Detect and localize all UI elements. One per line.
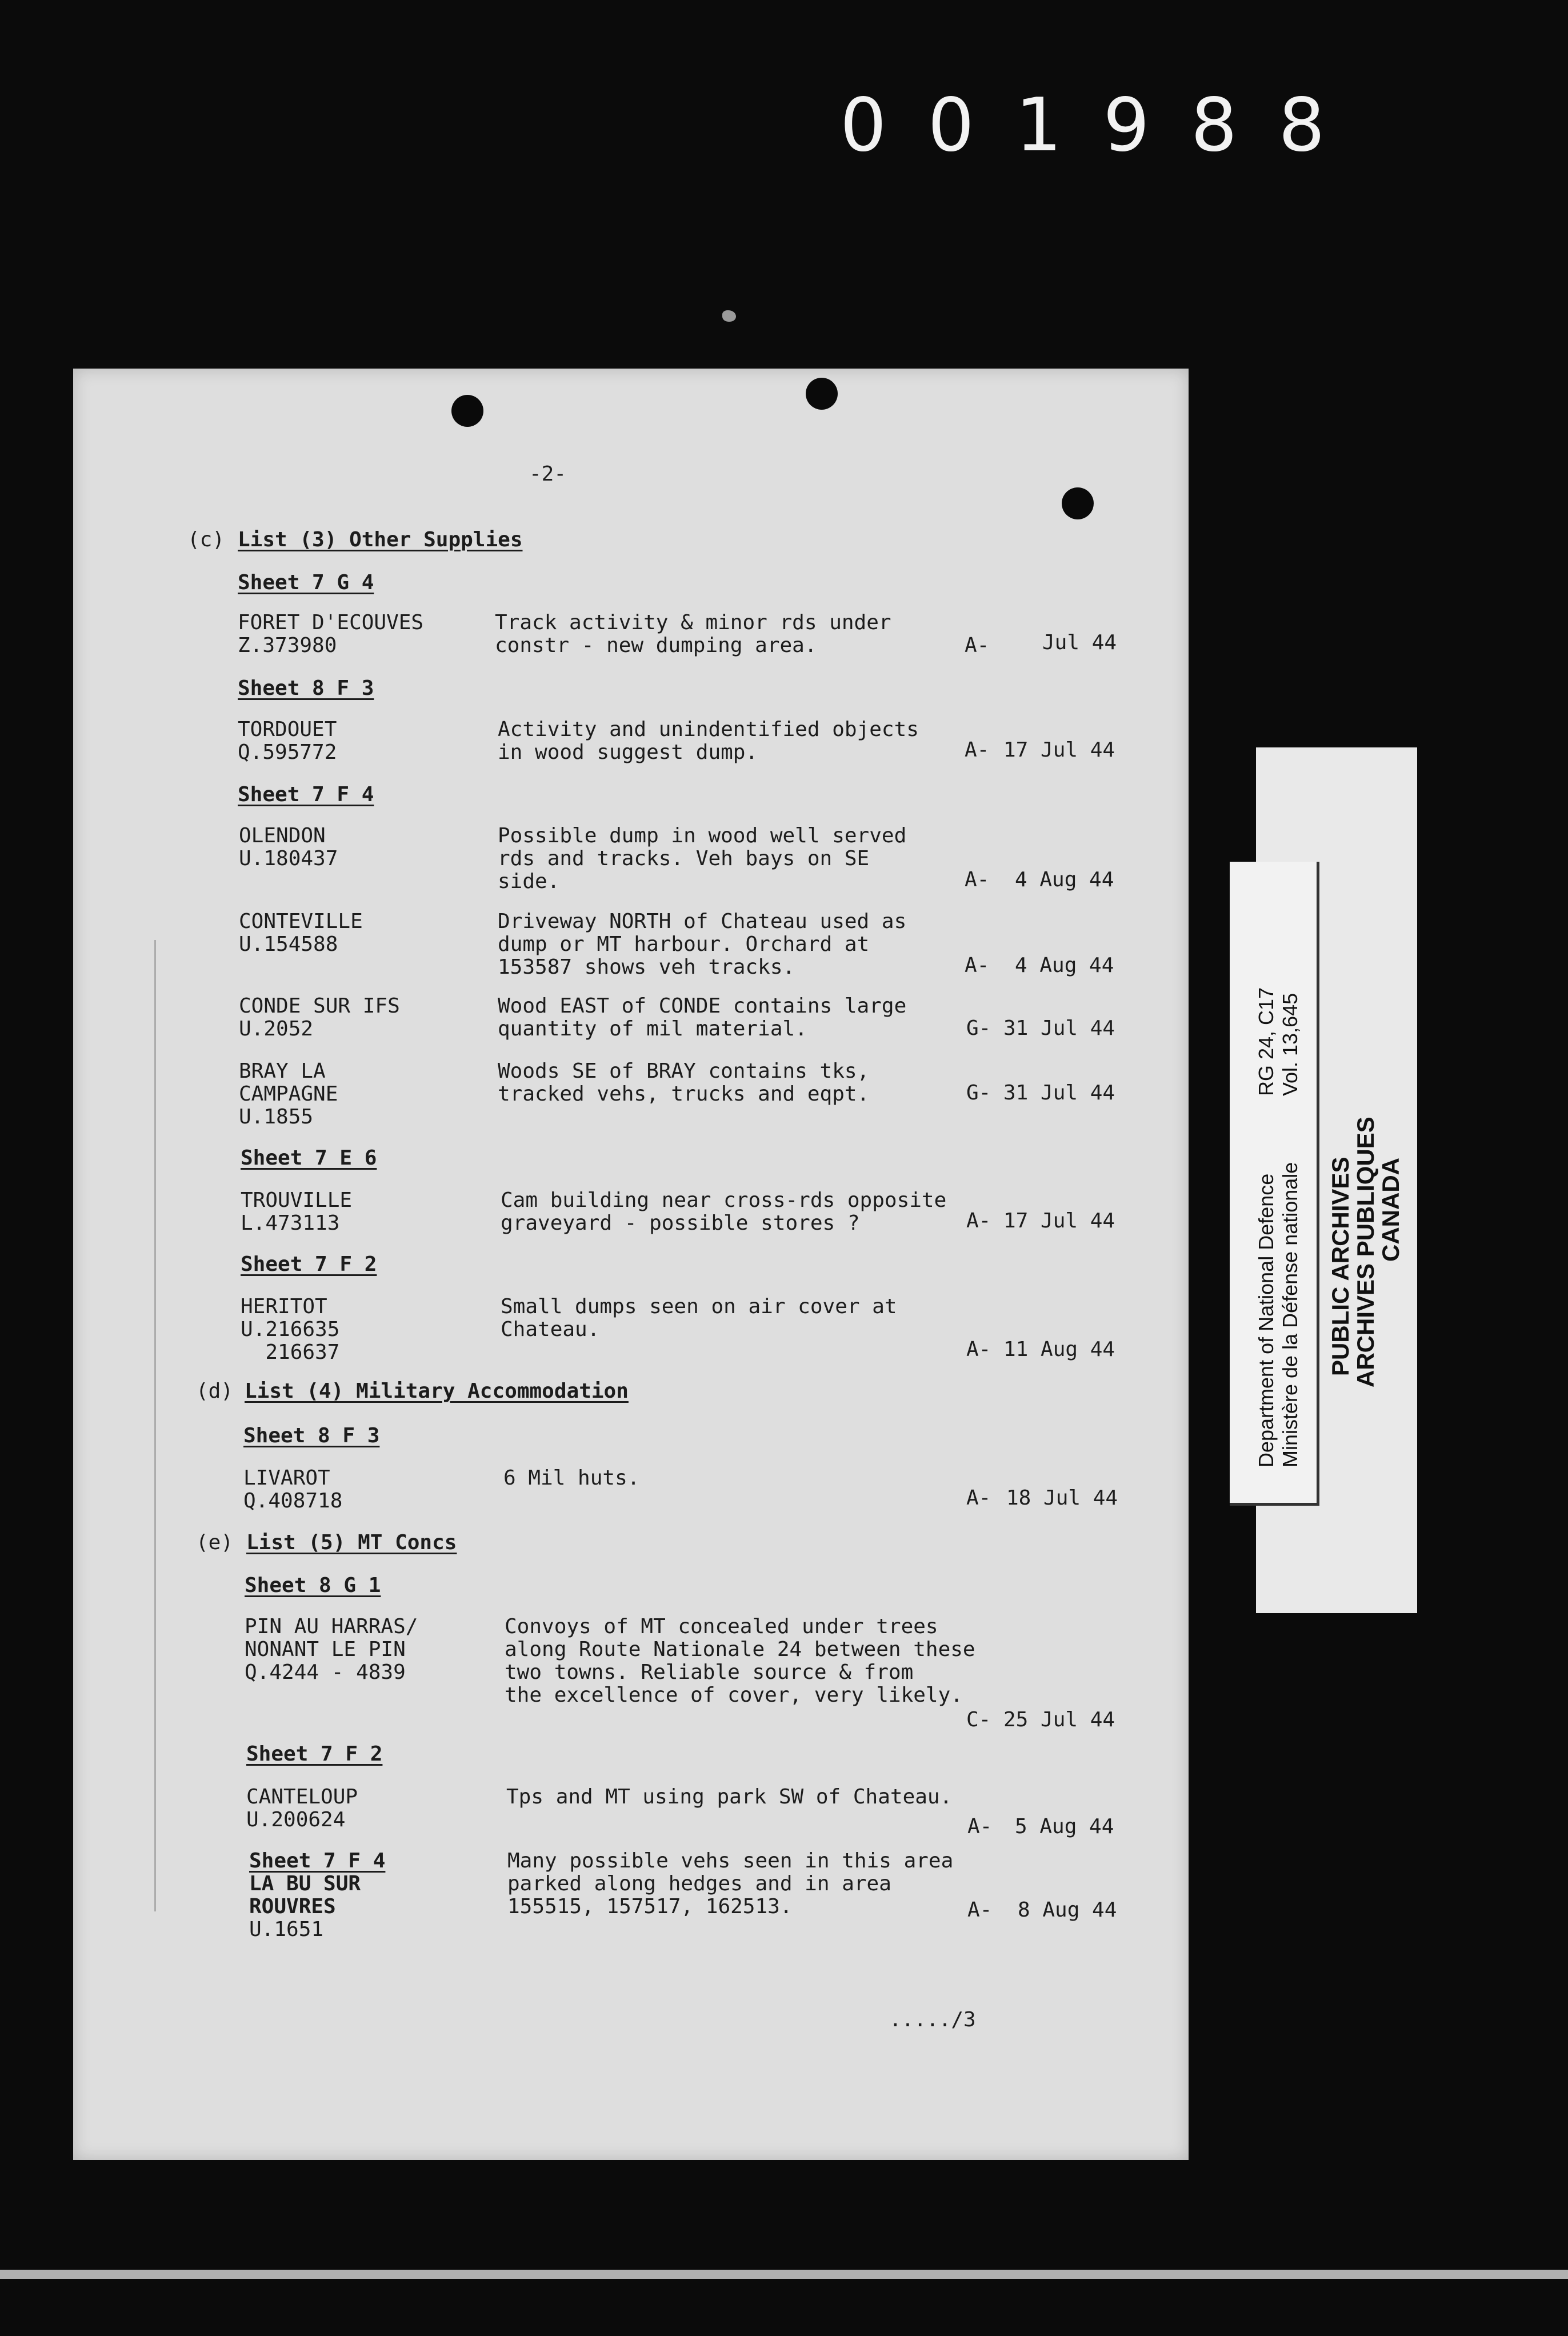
entry-date: 5 Aug 44 <box>1015 1815 1114 1838</box>
entry-description: Cam building near cross-rds opposite <box>501 1189 947 1212</box>
place-name: CONDE SUR IFS <box>239 994 400 1018</box>
entry-description: Convoys of MT concealed under trees <box>505 1615 938 1638</box>
entry-description: Activity and unindentified objects <box>498 718 919 741</box>
entry-grade: G- <box>966 1081 991 1105</box>
entry-date: 17 Jul 44 <box>1003 738 1115 762</box>
sheet-heading: Sheet 8 F 3 <box>243 1424 380 1447</box>
grid-reference: U.216635 <box>241 1318 340 1341</box>
grid-reference: U.180437 <box>239 847 338 870</box>
entry-description: Possible dump in wood well served <box>498 824 907 847</box>
entry-description: dump or MT harbour. Orchard at <box>498 933 870 956</box>
entry-grade: A- <box>965 634 990 657</box>
grid-reference: L.473113 <box>241 1211 340 1235</box>
document-page <box>73 369 1189 2160</box>
entry-description: parked along hedges and in area <box>507 1872 891 1895</box>
place-name: CONTEVILLE <box>239 910 363 933</box>
entry-description: in wood suggest dump. <box>498 741 758 764</box>
place-name: TORDOUET <box>238 718 337 741</box>
entry-description: 153587 shows veh tracks. <box>498 955 795 979</box>
entry-description: Small dumps seen on air cover at <box>501 1295 897 1318</box>
entry-description: quantity of mil material. <box>498 1017 807 1041</box>
grid-reference: Z.373980 <box>238 634 337 657</box>
grid-reference: Q.595772 <box>238 741 337 764</box>
entry-description: side. <box>498 870 560 893</box>
entry-grade: A- <box>965 738 990 762</box>
place-name: BRAY LA <box>239 1059 326 1083</box>
section-heading: List (4) Military Accommodation <box>245 1379 629 1403</box>
sheet-heading: Sheet 7 G 4 <box>238 571 374 594</box>
sheet-heading: Sheet 7 E 6 <box>241 1146 377 1170</box>
reference-label <box>1230 862 1319 1506</box>
entry-description: Track activity & minor rds under <box>495 611 891 634</box>
section-heading: List (5) MT Concs <box>246 1531 457 1554</box>
section-label: (c) <box>187 528 225 551</box>
sheet-heading: Sheet 8 F 3 <box>238 677 374 700</box>
entry-date: 11 Aug 44 <box>1003 1338 1115 1361</box>
place-name: PIN AU HARRAS/ <box>245 1615 418 1638</box>
archive-name-line: PUBLIC ARCHIVES <box>1327 1157 1354 1376</box>
entry-grade: A- <box>966 1486 991 1510</box>
entry-description: two towns. Reliable source & from <box>505 1661 914 1684</box>
sheet-heading: Sheet 7 F 2 <box>246 1742 383 1766</box>
entry-description: along Route Nationale 24 between these <box>505 1638 975 1661</box>
place-name: LIVAROT <box>243 1466 330 1490</box>
entry-grade: C- <box>966 1708 991 1731</box>
entry-grade: A- <box>966 1209 991 1233</box>
entry-description: tracked vehs, trucks and eqpt. <box>498 1082 870 1106</box>
grid-reference: Q.408718 <box>243 1489 343 1513</box>
place-name: TROUVILLE <box>241 1189 353 1212</box>
entry-description: 6 Mil huts. <box>503 1466 640 1490</box>
place-name: LA BU SUR <box>249 1872 361 1895</box>
entry-date: 8 Aug 44 <box>1018 1898 1117 1922</box>
sheet-heading: Sheet 7 F 4 <box>238 783 374 806</box>
place-name: CAMPAGNE <box>239 1082 338 1106</box>
department-line: Department of National Defence <box>1254 1173 1278 1467</box>
entry-description: Driveway NORTH of Chateau used as <box>498 910 907 933</box>
entry-description: graveyard - possible stores ? <box>501 1211 860 1235</box>
place-name: NONANT LE PIN <box>245 1638 406 1661</box>
entry-description: Wood EAST of CONDE contains large <box>498 994 907 1018</box>
entry-grade: A- <box>967 1815 993 1838</box>
document-text <box>73 369 1189 2160</box>
entry-description: the excellence of cover, very likely. <box>505 1683 963 1707</box>
grid-reference: U.1855 <box>239 1105 314 1129</box>
microfilm-frame-number: 001988 <box>840 83 1366 168</box>
entry-grade: A- <box>967 1898 993 1922</box>
department-line: Ministère de la Défense nationale <box>1278 1162 1302 1467</box>
grid-reference: U.1651 <box>249 1918 324 1941</box>
section-label: (d) <box>196 1379 234 1403</box>
grid-reference: U.154588 <box>239 933 338 956</box>
entry-description: 155515, 157517, 162513. <box>507 1895 793 1918</box>
entry-date: 4 Aug 44 <box>1015 954 1114 977</box>
entry-grade: A- <box>965 954 990 977</box>
grid-reference: U.200624 <box>246 1808 346 1831</box>
sheet-heading: Sheet 7 F 2 <box>241 1253 377 1276</box>
entry-date: 18 Jul 44 <box>1006 1486 1118 1510</box>
sheet-heading: Sheet 8 G 1 <box>245 1574 381 1597</box>
grid-reference: Q.4244 - 4839 <box>245 1661 406 1684</box>
record-group-line: RG 24, C17 <box>1254 987 1278 1096</box>
section-label: (e) <box>196 1531 234 1554</box>
film-edge <box>0 2270 1568 2279</box>
entry-description: Chateau. <box>501 1318 600 1341</box>
place-name: ROUVRES <box>249 1895 336 1918</box>
entry-grade: A- <box>966 1338 991 1361</box>
place-name: HERITOT <box>241 1295 327 1318</box>
entry-date: 4 Aug 44 <box>1015 868 1114 891</box>
archive-name-line: CANADA <box>1377 1158 1404 1262</box>
entry-date: 31 Jul 44 <box>1003 1081 1115 1105</box>
entry-grade: G- <box>966 1017 991 1040</box>
continuation-marker: ...../3 <box>889 2008 976 2031</box>
entry-description: Tps and MT using park SW of Chateau. <box>506 1785 953 1809</box>
entry-description: Many possible vehs seen in this area <box>507 1849 954 1873</box>
entry-date: Jul 44 <box>1042 631 1117 654</box>
film-speck <box>722 310 736 322</box>
grid-reference: 216637 <box>241 1341 340 1364</box>
entry-description: Woods SE of BRAY contains tks, <box>498 1059 870 1083</box>
entry-date: 17 Jul 44 <box>1003 1209 1115 1233</box>
entry-grade: A- <box>965 868 990 891</box>
archive-name-line: ARCHIVES PUBLIQUES <box>1352 1117 1379 1387</box>
entry-description: rds and tracks. Veh bays on SE <box>498 847 870 870</box>
entry-date: 31 Jul 44 <box>1003 1017 1115 1040</box>
entry-description: constr - new dumping area. <box>495 634 817 657</box>
section-heading: List (3) Other Supplies <box>238 528 523 551</box>
volume-line: Vol. 13,645 <box>1278 993 1302 1096</box>
place-name: CANTELOUP <box>246 1785 358 1809</box>
grid-reference: U.2052 <box>239 1017 314 1041</box>
place-name: OLENDON <box>239 824 326 847</box>
entry-date: 25 Jul 44 <box>1003 1708 1115 1731</box>
sheet-heading: Sheet 7 F 4 <box>249 1849 386 1873</box>
place-name: FORET D'ECOUVES <box>238 611 424 634</box>
page-number: -2- <box>529 462 567 486</box>
